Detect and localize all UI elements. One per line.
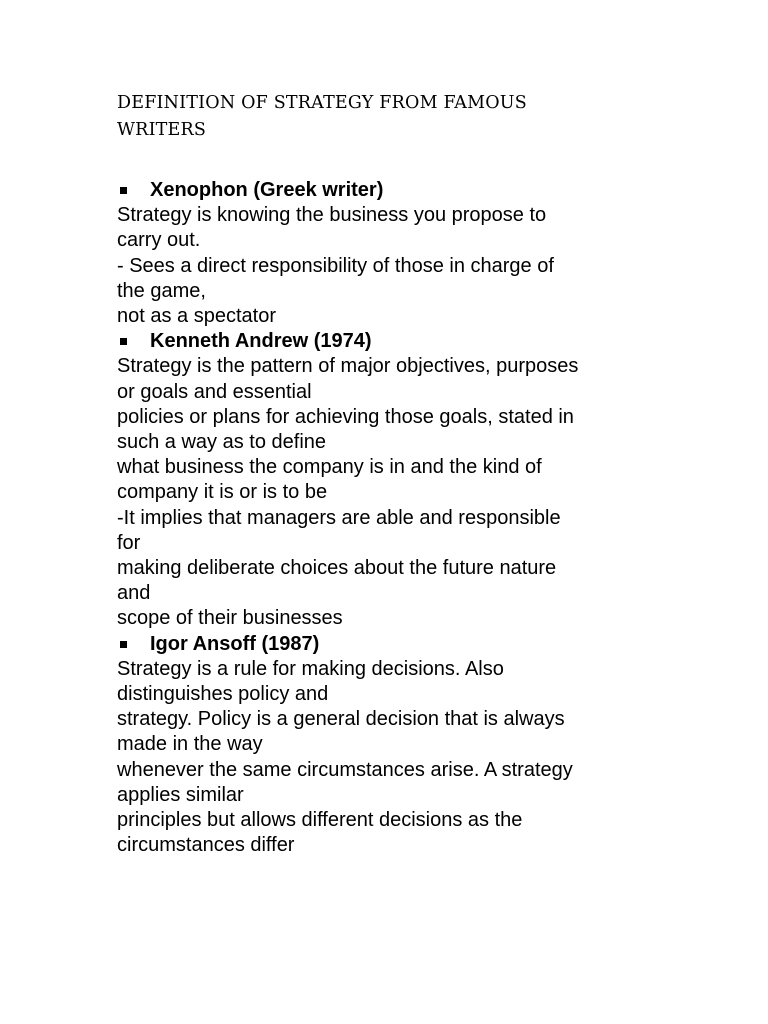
body-line: distinguishes policy and [117, 683, 329, 706]
section-heading [117, 632, 662, 657]
body-line: scope of their businesses [117, 607, 343, 630]
body-line: or goals and essential [117, 380, 312, 403]
body-line: and [117, 582, 151, 605]
body-line: the game, [117, 279, 206, 302]
body-line: whenever the same circumstances arise. A strategy [117, 758, 573, 781]
body-line: principles but allows different decisions as the [117, 809, 523, 832]
body-line: Strategy is a rule for making decisions. Also [117, 657, 504, 680]
body-line: what business the company is in and the kind of [117, 456, 542, 479]
body-line: company it is or is to be [117, 481, 328, 504]
square-bullet-icon [120, 338, 127, 345]
body-line: making deliberate choices about the future nature [117, 557, 557, 580]
square-bullet-icon [120, 641, 127, 648]
square-bullet-icon [120, 187, 127, 194]
body-line: applies similar [117, 783, 244, 806]
body-line: made in the way [117, 733, 263, 756]
body-line: such a way as to define [117, 431, 327, 454]
section-xenophon [117, 178, 662, 329]
section-heading-text: Xenophon (Greek writer) [150, 179, 384, 201]
body-line: Strategy is the pattern of major objectives, purposes [117, 355, 579, 378]
section-heading-text: Igor Ansoff (1987) [150, 632, 320, 655]
body-line: Strategy is knowing the business you propose to [117, 204, 547, 227]
section-kenneth-andrew [117, 329, 662, 631]
body-line: - Sees a direct responsibility of those in charge of [117, 254, 554, 277]
body-line: -It implies that managers are able and responsible [117, 506, 561, 529]
section-igor-ansoff [117, 632, 662, 859]
body-line: policies or plans for achieving those goals, stated in [117, 405, 574, 428]
document-page [117, 90, 662, 858]
body-line: not as a spectator [117, 305, 276, 328]
body-line: for [117, 531, 141, 554]
title-line-2: WRITERS [117, 120, 207, 140]
body-line: carry out. [117, 229, 201, 252]
section-heading-text: Kenneth Andrew (1974) [150, 330, 372, 353]
document-title [117, 90, 662, 144]
title-line-1: DEFINITION OF STRATEGY FROM FAMOUS [117, 93, 527, 113]
body-line: circumstances differ [117, 834, 295, 857]
section-heading [117, 178, 662, 203]
body-line: strategy. Policy is a general decision that is always [117, 708, 565, 731]
section-heading [117, 329, 662, 354]
